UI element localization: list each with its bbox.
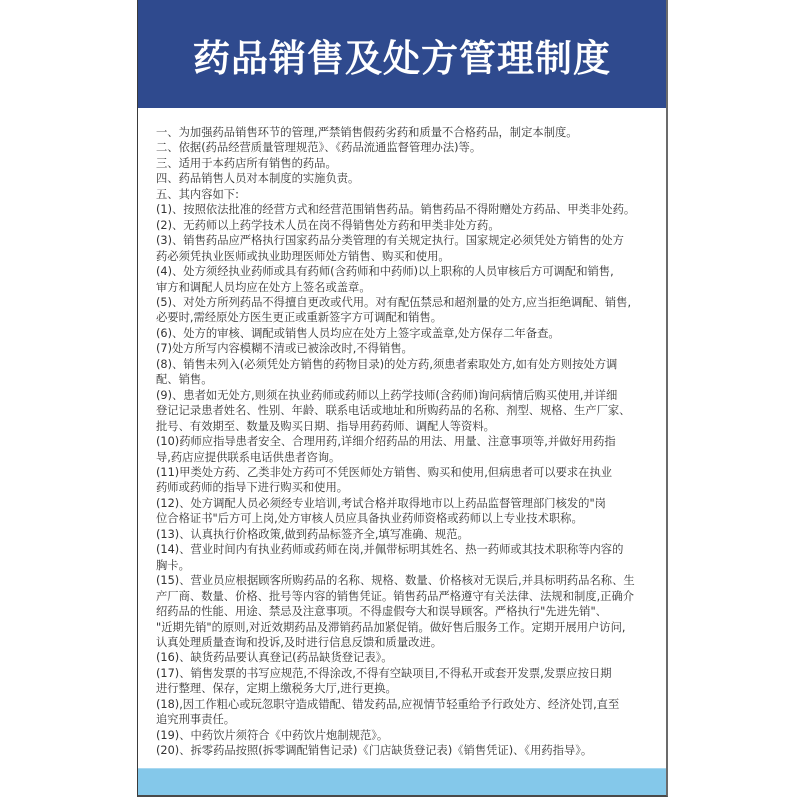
- clause-line: 批号、有效期至、数量及购买日期、指导用药药师、调配人等资料。: [156, 419, 495, 433]
- clause-line: (10)药师应指导患者安全、合理用药,详细介绍药品的用法、用量、注意事项等,并做好用药指: [156, 435, 616, 449]
- clause-paragraph: [156, 264, 656, 295]
- page-title: 药品销售及处方管理制度: [193, 37, 611, 80]
- clause-paragraph: [156, 326, 656, 341]
- clause-paragraph: [156, 187, 656, 202]
- clause-line: (11)甲类处方药、乙类非处方药可不凭医师处方销售、购买和使用,但病患者可以要求在执业: [156, 465, 613, 479]
- clause-paragraph: [156, 388, 656, 434]
- clause-line: (3)、销售药品应严格执行国家药品分类管理的有关规定执行。国家规定必须凭处方销售的处方: [156, 234, 624, 248]
- clause-paragraph: [156, 434, 656, 465]
- clause-paragraph: [156, 573, 656, 650]
- clause-paragraph: [156, 357, 656, 388]
- clause-line: (5)、对处方所列药品不得擅自更改或代用。对有配伍禁忌和超剂量的处方,应当拒绝调配、销售,: [156, 295, 632, 309]
- clause-line: (18),因工作粗心或玩忽职守造成错配、错发药品,应视情节轻重给予行政处方、经济处罚,直至: [156, 697, 620, 711]
- clause-paragraph: [156, 465, 656, 496]
- clause-line: 五、其内容如下:: [156, 187, 239, 201]
- clause-line: (6)、处方的审核、调配或销售人员均应在处方上签字或盖章,处方保存二年备查。: [156, 326, 560, 340]
- clause-paragraph: [156, 728, 656, 743]
- clause-line: (14)、营业时间内有执业药师或药师在岗,并佩带标明其姓名、热一药师或其技术职称等内容的: [156, 543, 624, 557]
- clause-paragraph: [156, 743, 656, 758]
- clause-line: (19)、中药饮片须符合《中药饮片炮制规范》。: [156, 728, 389, 742]
- title-banner: [138, 0, 666, 108]
- clause-line: 药师或药师的指导下进行购买和使用。: [156, 481, 349, 495]
- clause-paragraph: [156, 140, 656, 155]
- clause-line: (8)、销售未列入(必须凭处方销售的药物目录)的处方药,须患者索取处方,如有处方则按处方调: [156, 357, 618, 371]
- clause-line: (9)、患者如无处方,则须在执业药师或药师以上药学技师(含药师)询问病情后购买使用,并详细: [156, 388, 618, 402]
- clause-paragraph: [156, 218, 656, 233]
- clause-line: "近期先销"的原则,对近效期药品及滞销药品加紧促销。做好售后服务工作。定期开展用户访问,: [156, 620, 626, 634]
- clause-line: (1)、按照依法批准的经营方式和经营范围销售药品。销售药品不得附赠处方药品、甲类非处药。: [156, 203, 636, 217]
- clause-paragraph: [156, 233, 656, 264]
- clause-line: 登记记录患者姓名、性别、年龄、联系电话或地址和所购药品的名称、剂型、规格、生产厂家、: [156, 404, 631, 418]
- clause-line: 二、依据(药品经营质量管理规范》、《药品流通监督管理办法)等。: [156, 141, 482, 155]
- clause-paragraph: [156, 527, 656, 542]
- clause-line: 追究刑事责任。: [156, 713, 236, 727]
- clause-line: (20)、拆零药品按照(拆零调配销售记录)《门店缺货登记表)《销售凭证)、《用药指导》。: [156, 744, 593, 758]
- clause-paragraph: [156, 542, 656, 573]
- footer-band: [138, 768, 666, 795]
- clause-paragraph: [156, 171, 656, 186]
- regulation-board: [137, 0, 668, 797]
- clause-line: (16)、缺货药品要认真登记(药品缺货登记表》。: [156, 651, 393, 665]
- clause-line: (15)、营业员应根据顾客所购药品的名称、规格、数量、价格核对无误后,并具标明药品名称、生: [156, 574, 635, 588]
- clause-paragraph: [156, 650, 656, 665]
- clause-paragraph: [156, 295, 656, 326]
- clause-paragraph: [156, 202, 656, 217]
- clause-line: 必要时,需经原处方医生更正或重新签字方可调配和销售。: [156, 311, 443, 325]
- clause-paragraph: [156, 125, 656, 140]
- clause-paragraph: [156, 697, 656, 728]
- regulation-body: [156, 125, 656, 759]
- clause-line: 一、为加强药品销售环节的管理,严禁销售假药劣药和质量不合格药品，制定本制度。: [156, 126, 578, 139]
- clause-paragraph: [156, 341, 656, 356]
- clause-line: 产厂商、数量、价格、批号等内容的销售凭证。销售药品严格遵守有关法律、法规和制度,正确介: [156, 589, 635, 603]
- clause-line: (13)、认真执行价格政策,做到药品标签齐全,填写准确、规范。: [156, 527, 469, 541]
- clause-line: 药必须凭执业医师或执业助理医师处方销售、购买和使用。: [156, 249, 450, 263]
- clause-line: 进行整理、保存，定期上缴税务大厅,进行更换。: [156, 682, 397, 696]
- clause-line: 胸卡。: [156, 558, 190, 572]
- clause-line: (7)处方所写内容模糊不清或已被涂改时,不得销售。: [156, 342, 413, 356]
- clause-line: (4)、处方须经执业药师或具有药师(含药师和中药师)以上职称的人员审核后方可调配和销售,: [156, 265, 614, 279]
- clause-line: (17)、销售发票的书写应规范,不得涂改,不得有空缺项目,不得私开或套开发票,发票应按日期: [156, 666, 612, 680]
- clause-line: 导,药店应提供联系电话供患者咨询。: [156, 450, 341, 464]
- clause-line: 四、药品销售人员对本制度的实施负责。: [156, 172, 360, 186]
- clause-paragraph: [156, 666, 656, 697]
- clause-line: (2)、无药师以上药学技术人员在岗不得销售处方药和甲类非处方药。: [156, 218, 500, 232]
- clause-line: 审方和调配人员均应在处方上签名或盖章。: [156, 280, 371, 294]
- clause-line: 绍药品的性能、用途、禁忌及注意事项。不得虚假夸大和误导顾客。严格执行"先进先销"、: [156, 605, 607, 619]
- clause-line: (12)、处方调配人员必须经专业培训,考试合格并取得地市以上药品监督管理部门核发的"岗: [156, 496, 606, 510]
- clause-line: 配、销售。: [156, 373, 213, 387]
- clause-paragraph: [156, 496, 656, 527]
- clause-line: 三、适用于本药店所有销售的药品。: [156, 156, 337, 170]
- clause-line: 认真处理质量查询和投诉,及时进行信息反馈和质量改进。: [156, 635, 443, 649]
- clause-paragraph: [156, 156, 656, 171]
- clause-line: 位合格证书"后方可上岗,处方审核人员应具备执业药师资格或药师以上专业技术职称。: [156, 512, 583, 526]
